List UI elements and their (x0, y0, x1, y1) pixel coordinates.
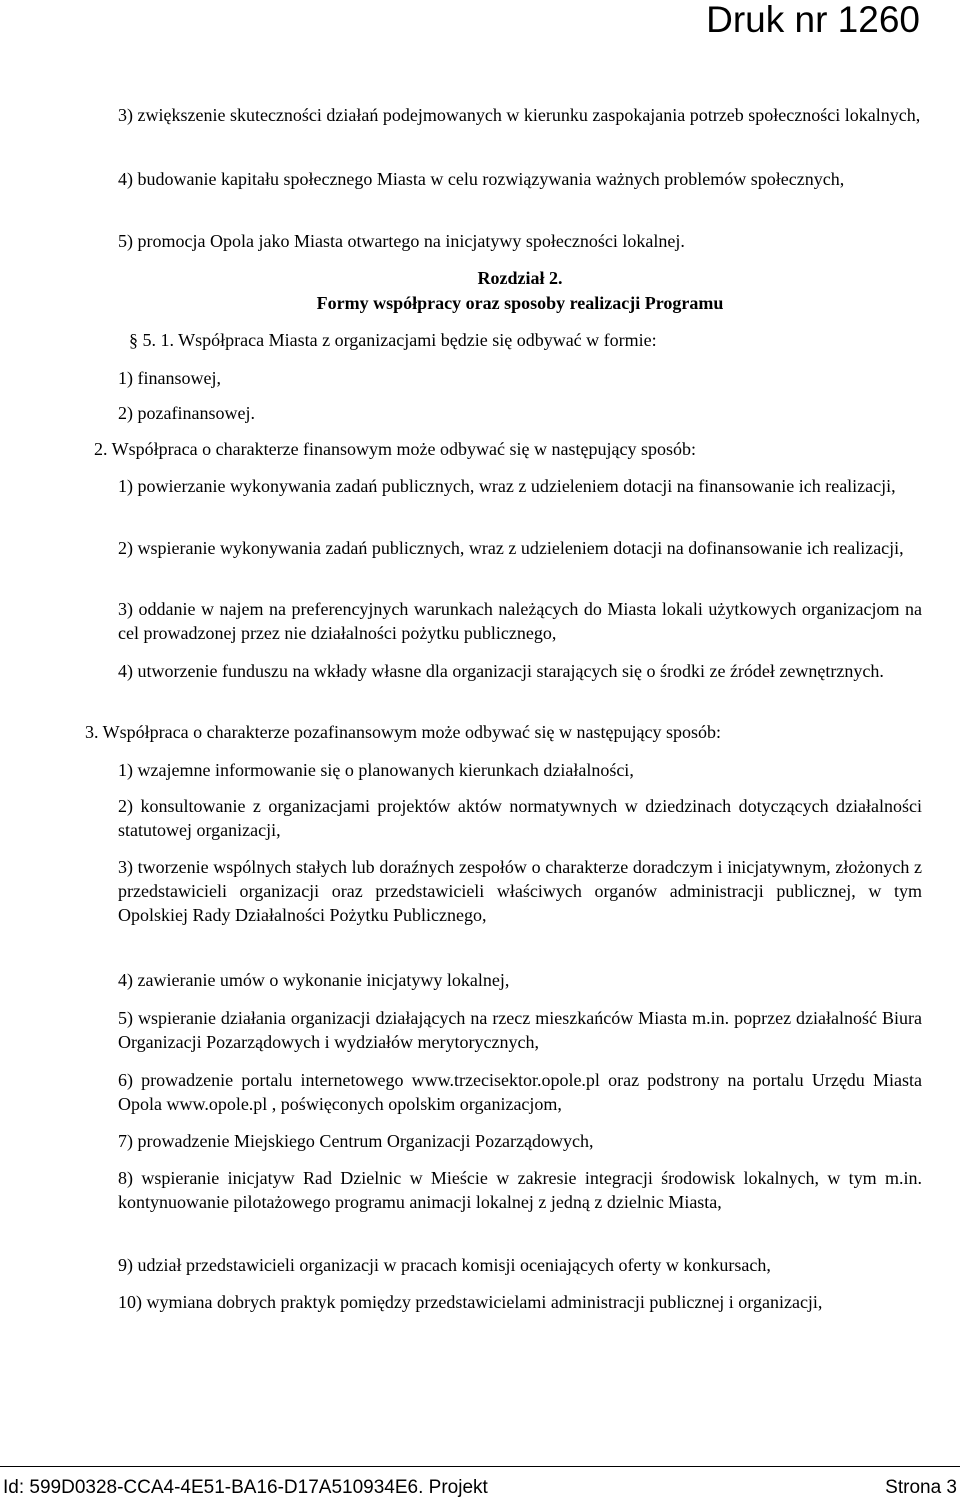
list-item: 2) pozafinansowej. (118, 403, 255, 423)
list-item: 2) konsultowanie z organizacjami projektów aktów normatywnych w dziedzinach dotyczących działalności statutowej organizacji, (118, 796, 922, 840)
list-item: 1) wzajemne informowanie się o planowanych kierunkach działalności, (118, 760, 634, 780)
list-item: 3) zwiększenie skuteczności działań podejmowanych w kierunku zaspokajania potrzeb społeczności lokalnych, (118, 105, 921, 125)
list-item: 3) tworzenie wspólnych stałych lub doraźnych zespołów o charakterze doradczym i inicjatywnym, złożonych z przedstawicieli organizacji oraz przedstawicieli właściwych organów administracji publicznej, w tym Opolskiej Rady Działalności Pożytku Publicznego, (118, 857, 922, 925)
list-item: 4) budowanie kapitału społecznego Miasta w celu rozwiązywania ważnych problemów społecznych, (118, 169, 845, 189)
list-item: 5) wspieranie działania organizacji działających na rzecz mieszkańców Miasta m.in. poprzez działalność Biura Organizacji Pozarządowych i wydziałów merytorycznych, (118, 1008, 922, 1052)
list-item: 4) zawieranie umów o wykonanie inicjatywy lokalnej, (118, 970, 510, 990)
list-item: 2) wspieranie wykonywania zadań publicznych, wraz z udzieleniem dotacji na dofinansowanie ich realizacji, (118, 538, 904, 558)
list-item: 4) utworzenie funduszu na wkłady własne dla organizacji starających się o środki ze źródeł zewnętrznych. (118, 661, 884, 681)
paragraph-5-3: 3. Współpraca o charakterze pozafinansowym może odbywać się w następujący sposób: (85, 722, 721, 742)
list-item: 1) powierzanie wykonywania zadań publicznych, wraz z udzieleniem dotacji na finansowanie ich realizacji, (118, 476, 896, 496)
chapter-title: Formy współpracy oraz sposoby realizacji Programu (316, 293, 724, 313)
page-number: Strona 3 (885, 1477, 957, 1498)
paragraph-5-1: § 5. 1. Współpraca Miasta z organizacjami będzie się odbywać w formie: (129, 330, 657, 350)
list-item: 3) oddanie w najem na preferencyjnych warunkach należących do Miasta lokali użytkowych organizacjom na cel prowadzonej przez nie działalności pożytku publicznego, (118, 599, 922, 643)
page-footer (0, 1466, 960, 1506)
document-number: Druk nr 1260 (706, 0, 920, 40)
paragraph-5-2: 2. Współpraca o charakterze finansowym może odbywać się w następujący sposób: (94, 439, 696, 459)
list-item: 7) prowadzenie Miejskiego Centrum Organizacji Pozarządowych, (118, 1131, 594, 1151)
footer-divider (0, 1466, 960, 1467)
list-item: 10) wymiana dobrych praktyk pomiędzy przedstawicielami administracji publicznej i organizacji, (118, 1292, 823, 1312)
list-item: 6) prowadzenie portalu internetowego www.trzecisektor.opole.pl oraz podstrony na portalu Urzędu Miasta Opola www.opole.pl , poświęconych opolskim organizacjom, (118, 1070, 922, 1114)
list-item: 8) wspieranie inicjatyw Rad Dzielnic w Mieście w zakresie integracji środowisk lokalnych, w tym m.in. kontynuowanie pilotażowego programu animacji lokalnej z jedną z dzielnic Miasta, (118, 1168, 922, 1212)
list-item: 1) finansowej, (118, 368, 221, 388)
list-item: 9) udział przedstawicieli organizacji w pracach komisji oceniających oferty w konkursach, (118, 1255, 771, 1275)
chapter-number: Rozdział 2. (477, 268, 563, 288)
document-id: Id: 599D0328-CCA4-4E51-BA16-D17A510934E6. Projekt (3, 1477, 488, 1498)
list-item: 5) promocja Opola jako Miasta otwartego na inicjatywy społeczności lokalnej. (118, 231, 685, 251)
